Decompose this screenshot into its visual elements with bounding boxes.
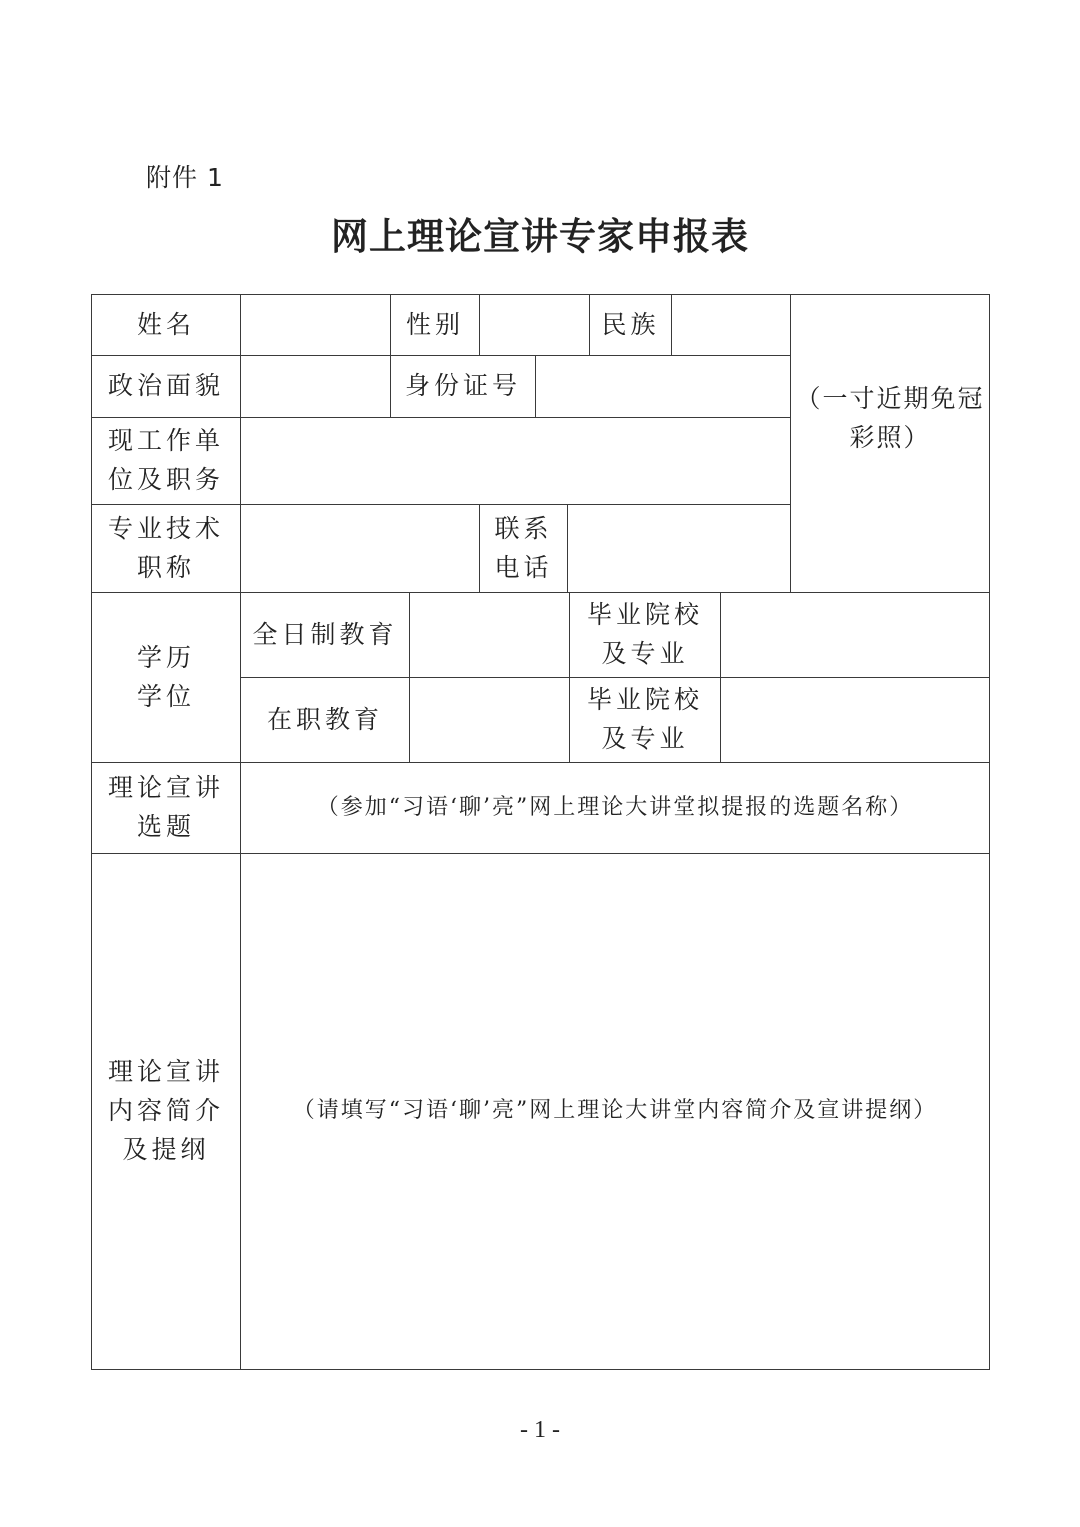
fulltime-education-field[interactable]	[410, 593, 569, 677]
lecture-outline-label: 理论宣讲 内容简介 及提纲	[107, 1057, 224, 1164]
professional-title-label: 专业技术 职称	[107, 513, 224, 582]
name-label: 姓名	[136, 309, 195, 339]
phone-field[interactable]	[568, 505, 790, 592]
workplace-label: 现工作单 位及职务	[107, 426, 224, 494]
inservice-education-label: 在职教育	[266, 704, 383, 734]
table-border-right	[989, 294, 990, 1370]
document-title: 网上理论宣讲专家申报表	[331, 215, 749, 258]
id-number-label: 身份证号	[404, 371, 521, 401]
attachment-label: 附件 1	[146, 163, 224, 192]
lecture-topic-label: 理论宣讲 选题	[107, 773, 224, 841]
professional-title-field[interactable]	[241, 505, 479, 592]
education-label: 学历 学位	[136, 642, 195, 711]
gender-field[interactable]	[480, 295, 589, 355]
page-number: - 1 -	[520, 1417, 560, 1443]
gender-label: 性别	[405, 309, 464, 339]
inservice-school-major-field[interactable]	[721, 678, 989, 762]
photo-box[interactable]: （一寸近期免冠 彩照）	[795, 384, 985, 452]
inservice-education-field[interactable]	[410, 678, 569, 762]
name-field[interactable]	[241, 295, 390, 355]
id-number-field[interactable]	[536, 356, 790, 417]
fulltime-school-major-field[interactable]	[721, 593, 989, 677]
school-major-label: 毕业院校 及专业	[586, 685, 703, 753]
workplace-field[interactable]	[241, 418, 790, 504]
lecture-outline-field[interactable]: （请填写“习语‘聊’亮”网上理论大讲堂内容简介及宣讲提纲）	[292, 1098, 938, 1124]
political-status-field[interactable]	[241, 356, 390, 417]
phone-label: 联系 电话	[494, 513, 553, 582]
table-border-bottom	[91, 1369, 990, 1370]
school-major-label: 毕业院校 及专业	[586, 600, 703, 668]
ethnicity-field[interactable]	[672, 295, 790, 355]
ethnicity-label: 民族	[601, 309, 660, 339]
fulltime-education-label: 全日制教育	[252, 619, 398, 649]
political-status-label: 政治面貌	[107, 371, 224, 401]
lecture-topic-field[interactable]: （参加“习语‘聊’亮”网上理论大讲堂拟提报的选题名称）	[316, 794, 914, 820]
